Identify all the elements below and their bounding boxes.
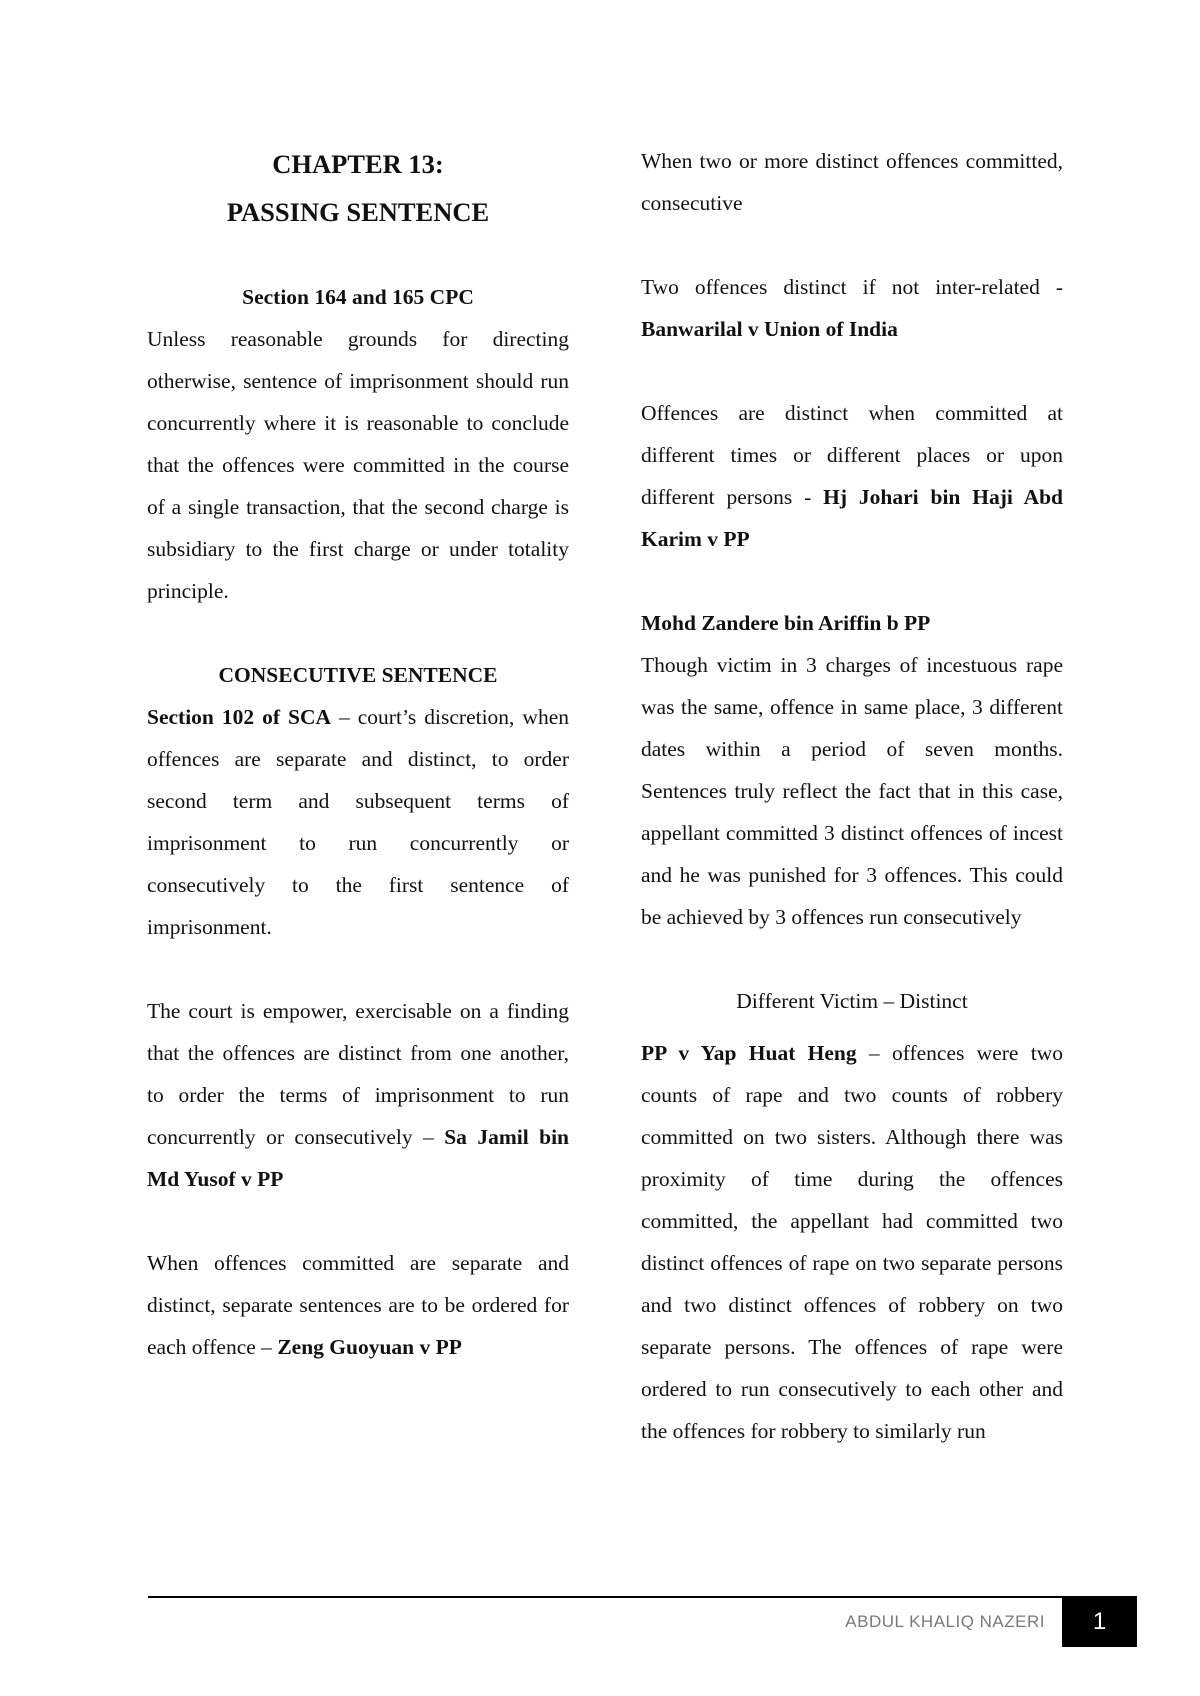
case-hj-johari: Hj Johari bin Haji Abd Karim v PP (641, 485, 1064, 551)
case-banwarilal: Banwarilal v Union of India (641, 317, 898, 341)
sca-paragraph: Section 102 of SCA – court’s discretion, when offences are separate and distinct, to order second term and subsequent terms of imprisonment to run concurrently or consecutively to the first sentence of imprisonment. (147, 705, 569, 939)
right-column (641, 140, 1063, 1452)
footer-author: ABDUL KHALIQ NAZERI (845, 1612, 1045, 1631)
left-column (147, 140, 569, 1368)
case-sa-jamil: Sa Jamil bin Md Yusof v PP (147, 1125, 569, 1191)
inter-related-paragraph: Two offences distinct if not inter-related - Banwarilal v Union of India (641, 275, 1063, 341)
mohd-zandere-paragraph: Though victim in 3 charges of incestuous rape was the same, offence in same place, 3 different dates within a period of seven months. Sentences truly reflect the fact that in this case, appellant committed 3 distinct offences of incest and he was punished for 3 offences. This could be achieved by 3 offences run consecutively (641, 653, 1063, 929)
case-yap-huat-heng: PP v Yap Huat Heng (641, 1041, 857, 1065)
footer-rule (148, 1596, 1137, 1598)
distinct-offences-paragraph: When two or more distinct offences committed, consecutive (641, 149, 1063, 215)
chapter-title-line1: CHAPTER 13: (272, 149, 444, 179)
separate-offences-paragraph: When offences committed are separate and distinct, separate sentences are to be ordered for each offence – Zeng Guoyuan v PP (147, 1251, 569, 1359)
chapter-title-line2: PASSING SENTENCE (226, 197, 490, 227)
different-victim-heading: Different Victim – Distinct (736, 989, 968, 1013)
sca-section-ref: Section 102 of SCA (147, 705, 332, 729)
section-heading: Section 164 and 165 CPC (242, 285, 474, 309)
different-times-paragraph: Offences are distinct when committed at different times or different places or upon different persons - Hj Johari bin Haji Abd Karim v PP (641, 401, 1064, 551)
yap-huat-heng-paragraph: PP v Yap Huat Heng – offences were two counts of rape and two counts of robbery committed on two sisters. Although there was proximity of time during the offences committed, the appellant had committed two distinct offences of rape on two separate persons and two distinct offences of robbery on two separate persons. The offences of rape were ordered to run consecutively to each other and the offences for robbery to similarly run (641, 1041, 1063, 1443)
court-empower-paragraph: The court is empower, exercisable on a finding that the offences are distinct from one another, to order the terms of imprisonment to run concurrently or consecutively – Sa Jamil bin Md Yusof v PP (147, 999, 569, 1191)
case-mohd-zandere: Mohd Zandere bin Ariffin b PP (641, 611, 931, 635)
page-number: 1 (1062, 1597, 1137, 1647)
intro-paragraph: Unless reasonable grounds for directing otherwise, sentence of imprisonment should run concurrently where it is reasonable to conclude that the offences were committed in the course of a single transaction, that the second charge is subsidiary to the first charge or under totality principle. (147, 327, 569, 603)
consecutive-sentence-heading: CONSECUTIVE SENTENCE (218, 663, 498, 687)
case-zeng-guoyuan: Zeng Guoyuan v PP (277, 1335, 462, 1359)
